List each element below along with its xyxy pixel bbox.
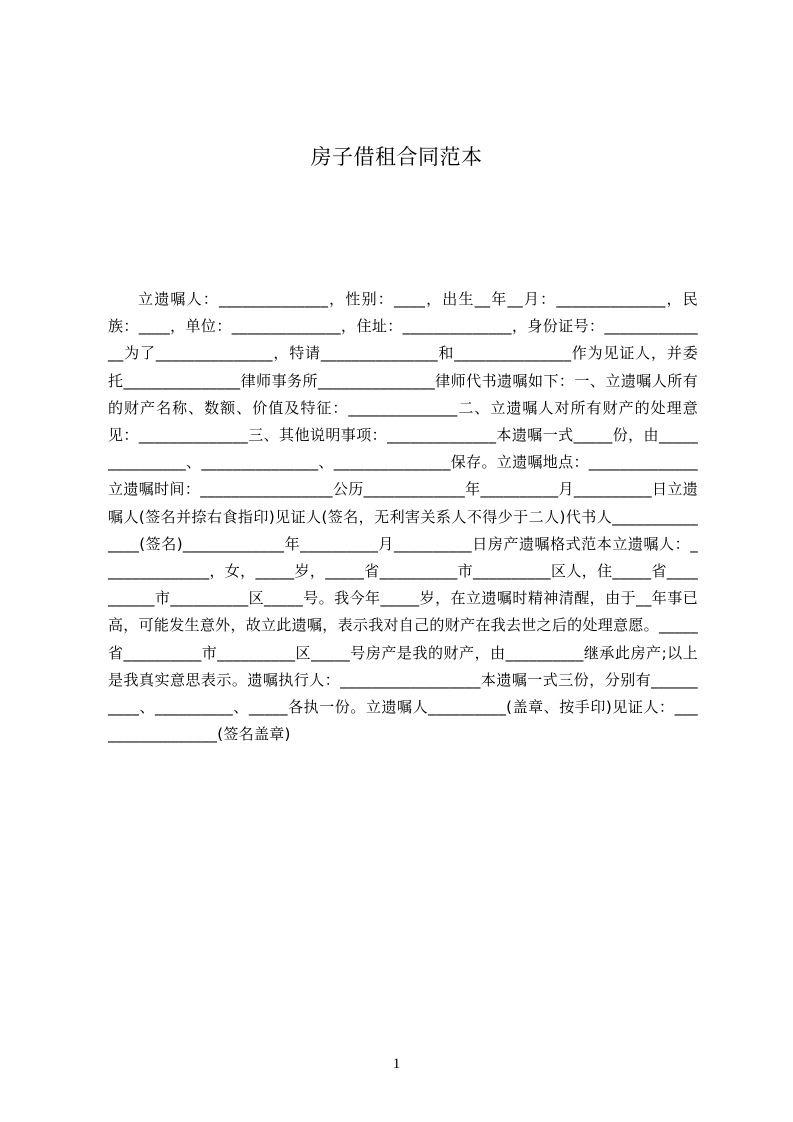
page-number: 1 [392,1056,401,1072]
document-body-paragraph: 立遗嘱人：______________，性别：____，出生__年__月：______________，民族：____，单位：______________，住址：______________，身份证号：______________为了_______________，特请_______________和_______________作为见证人，并委托_______________律师事务所_______________律师代书遗嘱如下：一、立遗嘱人所有的财产名称、数额、价值及特征：______________二、立遗嘱人对所有财产的处理意见：______________三、其他说明事项：______________本遗嘱一式_____份，由_______________、_______________、_______________保存。立遗嘱地点：______________立遗嘱时间：_________________公历_____________年__________月__________日立遗嘱人(签名并捺右食指印)见证人(签名，无利害关系人不得少于二人)代书人_______________(签名)_____________年__________月__________日房产遗嘱格式范本立遗嘱人：______________，女，_____岁，_____省__________市__________区人，住_____省__________市__________区_____号。我今年_____岁，在立遗嘱时精神清醒，由于__年事已高，可能发生意外，故立此遗嘱，表示我对自己的财产在我去世之后的处理意愿。_____省__________市__________区_____号房产是我的财产，由__________继承此房产;以上是我真实意思表示。遗嘱执行人：__________________本遗嘱一式三份，分别有__________、__________、_____各执一份。立遗嘱人__________(盖章、按手印)见证人：_________________(签名盖章) [108,290,698,744]
document-title: 房子借租合同范本 [310,145,483,169]
